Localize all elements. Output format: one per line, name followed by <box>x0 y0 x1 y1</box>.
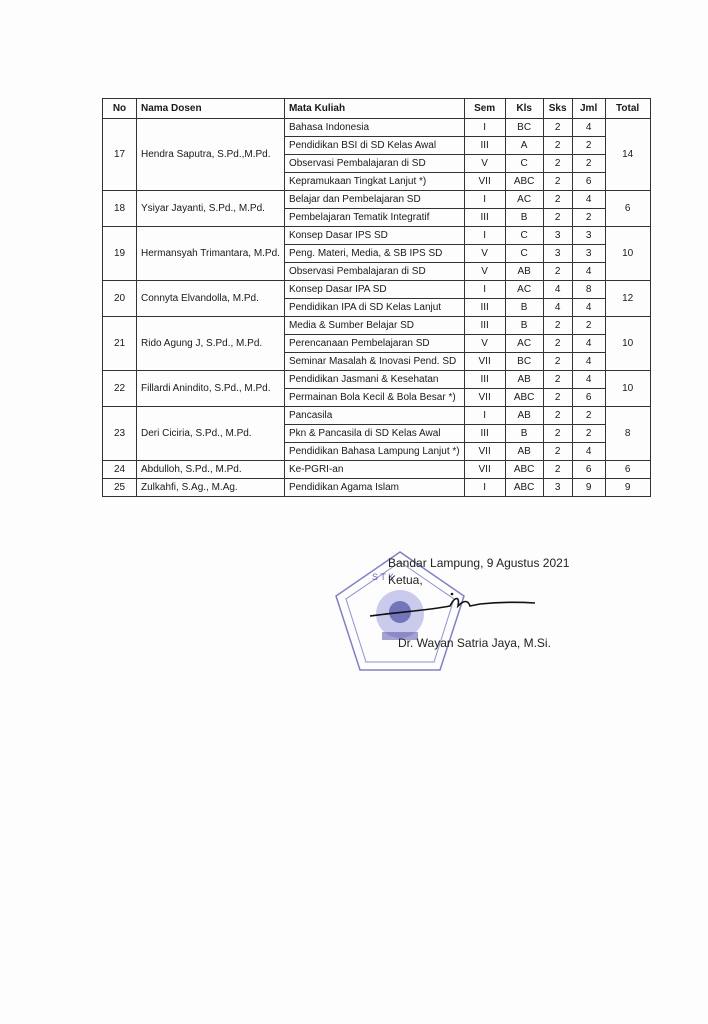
cell-kls: ABC <box>505 389 543 407</box>
cell-mata-kuliah: Permainan Bola Kecil & Bola Besar *) <box>284 389 464 407</box>
cell-mata-kuliah: Ke-PGRI-an <box>284 461 464 479</box>
cell-sks: 4 <box>543 299 572 317</box>
cell-total: 14 <box>605 119 650 191</box>
table-body <box>103 119 651 497</box>
cell-sks: 3 <box>543 227 572 245</box>
cell-sks: 3 <box>543 479 572 497</box>
cell-mata-kuliah: Peng. Materi, Media, & SB IPS SD <box>284 245 464 263</box>
cell-sem: V <box>464 263 505 281</box>
cell-sks: 2 <box>543 173 572 191</box>
table-row <box>103 461 651 479</box>
cell-sks: 2 <box>543 353 572 371</box>
cell-sks: 2 <box>543 155 572 173</box>
table-row <box>103 227 651 245</box>
cell-sem: III <box>464 425 505 443</box>
cell-jml: 8 <box>572 281 605 299</box>
cell-sem: I <box>464 119 505 137</box>
cell-mata-kuliah: Pendidikan Bahasa Lampung Lanjut *) <box>284 443 464 461</box>
cell-jml: 6 <box>572 389 605 407</box>
table-row <box>103 479 651 497</box>
cell-kls: C <box>505 227 543 245</box>
cell-sem: VII <box>464 389 505 407</box>
cell-total: 6 <box>605 461 650 479</box>
cell-no: 18 <box>103 191 137 227</box>
cell-nama-dosen: Fillardi Anindito, S.Pd., M.Pd. <box>137 371 285 407</box>
cell-kls: B <box>505 425 543 443</box>
cell-sks: 2 <box>543 263 572 281</box>
cell-mata-kuliah: Pendidikan IPA di SD Kelas Lanjut <box>284 299 464 317</box>
cell-jml: 3 <box>572 245 605 263</box>
cell-total: 9 <box>605 479 650 497</box>
svg-text:S T K: S T K <box>372 572 395 582</box>
cell-jml: 3 <box>572 227 605 245</box>
header-total: Total <box>605 99 650 119</box>
cell-mata-kuliah: Observasi Pembalajaran di SD <box>284 263 464 281</box>
cell-no: 21 <box>103 317 137 371</box>
cell-mata-kuliah: Konsep Dasar IPS SD <box>284 227 464 245</box>
cell-mata-kuliah: Pendidikan BSI di SD Kelas Awal <box>284 137 464 155</box>
signature-scribble <box>360 590 540 620</box>
header-sem: Sem <box>464 99 505 119</box>
cell-jml: 2 <box>572 155 605 173</box>
cell-sem: I <box>464 479 505 497</box>
cell-mata-kuliah: Kepramukaan Tingkat Lanjut *) <box>284 173 464 191</box>
table-row <box>103 371 651 389</box>
cell-mata-kuliah: Media & Sumber Belajar SD <box>284 317 464 335</box>
cell-mata-kuliah: Observasi Pembalajaran di SD <box>284 155 464 173</box>
cell-jml: 4 <box>572 443 605 461</box>
cell-kls: AB <box>505 371 543 389</box>
cell-total: 10 <box>605 227 650 281</box>
cell-jml: 4 <box>572 371 605 389</box>
cell-jml: 2 <box>572 317 605 335</box>
cell-mata-kuliah: Pkn & Pancasila di SD Kelas Awal <box>284 425 464 443</box>
table-row <box>103 191 651 209</box>
cell-kls: ABC <box>505 461 543 479</box>
cell-nama-dosen: Zulkahfi, S.Ag., M.Ag. <box>137 479 285 497</box>
table-row <box>103 317 651 335</box>
cell-mata-kuliah: Perencanaan Pembelajaran SD <box>284 335 464 353</box>
cell-no: 25 <box>103 479 137 497</box>
cell-jml: 2 <box>572 137 605 155</box>
cell-kls: AC <box>505 281 543 299</box>
cell-jml: 4 <box>572 191 605 209</box>
cell-sem: VII <box>464 443 505 461</box>
cell-nama-dosen: Rido Agung J, S.Pd., M.Pd. <box>137 317 285 371</box>
cell-kls: A <box>505 137 543 155</box>
header-jml: Jml <box>572 99 605 119</box>
cell-sem: VII <box>464 461 505 479</box>
cell-jml: 2 <box>572 209 605 227</box>
cell-no: 24 <box>103 461 137 479</box>
cell-kls: C <box>505 245 543 263</box>
cell-kls: ABC <box>505 173 543 191</box>
cell-jml: 6 <box>572 173 605 191</box>
cell-sks: 2 <box>543 335 572 353</box>
table-row <box>103 119 651 137</box>
cell-kls: B <box>505 299 543 317</box>
cell-sks: 2 <box>543 137 572 155</box>
cell-mata-kuliah: Bahasa Indonesia <box>284 119 464 137</box>
signature-place-date: Bandar Lampung, 9 Agustus 2021 <box>388 556 570 570</box>
cell-sem: III <box>464 209 505 227</box>
cell-mata-kuliah: Belajar dan Pembelajaran SD <box>284 191 464 209</box>
cell-nama-dosen: Connyta Elvandolla, M.Pd. <box>137 281 285 317</box>
cell-nama-dosen: Deri Ciciria, S.Pd., M.Pd. <box>137 407 285 461</box>
table-row <box>103 407 651 425</box>
cell-sem: I <box>464 281 505 299</box>
cell-sem: III <box>464 371 505 389</box>
cell-jml: 6 <box>572 461 605 479</box>
cell-jml: 2 <box>572 407 605 425</box>
cell-jml: 2 <box>572 425 605 443</box>
cell-sks: 2 <box>543 317 572 335</box>
cell-sem: VII <box>464 353 505 371</box>
cell-sem: I <box>464 191 505 209</box>
cell-kls: ABC <box>505 479 543 497</box>
cell-jml: 4 <box>572 263 605 281</box>
cell-sem: III <box>464 137 505 155</box>
cell-sem: V <box>464 245 505 263</box>
header-no: No <box>103 99 137 119</box>
cell-kls: AC <box>505 335 543 353</box>
cell-jml: 4 <box>572 299 605 317</box>
cell-jml: 4 <box>572 353 605 371</box>
cell-mata-kuliah: Pendidikan Agama Islam <box>284 479 464 497</box>
header-sks: Sks <box>543 99 572 119</box>
cell-jml: 4 <box>572 335 605 353</box>
cell-nama-dosen: Abdulloh, S.Pd., M.Pd. <box>137 461 285 479</box>
signatory-name: Dr. Wayan Satria Jaya, M.Si. <box>398 636 551 650</box>
cell-sem: I <box>464 227 505 245</box>
cell-jml: 4 <box>572 119 605 137</box>
table-header-row <box>103 99 651 119</box>
header-kls: Kls <box>505 99 543 119</box>
cell-sks: 4 <box>543 281 572 299</box>
cell-kls: C <box>505 155 543 173</box>
cell-sks: 2 <box>543 209 572 227</box>
cell-sem: V <box>464 335 505 353</box>
cell-total: 10 <box>605 371 650 407</box>
cell-mata-kuliah: Konsep Dasar IPA SD <box>284 281 464 299</box>
cell-total: 8 <box>605 407 650 461</box>
cell-sks: 3 <box>543 245 572 263</box>
cell-kls: AB <box>505 407 543 425</box>
cell-no: 20 <box>103 281 137 317</box>
cell-kls: B <box>505 317 543 335</box>
cell-mata-kuliah: Pendidikan Jasmani & Kesehatan <box>284 371 464 389</box>
cell-kls: B <box>505 209 543 227</box>
cell-kls: AB <box>505 443 543 461</box>
cell-sks: 2 <box>543 443 572 461</box>
cell-jml: 9 <box>572 479 605 497</box>
cell-mata-kuliah: Seminar Masalah & Inovasi Pend. SD <box>284 353 464 371</box>
cell-nama-dosen: Hermansyah Trimantara, M.Pd. <box>137 227 285 281</box>
cell-sem: I <box>464 407 505 425</box>
cell-sks: 2 <box>543 425 572 443</box>
cell-total: 10 <box>605 317 650 371</box>
cell-mata-kuliah: Pancasila <box>284 407 464 425</box>
cell-sem: V <box>464 155 505 173</box>
cell-sks: 2 <box>543 389 572 407</box>
signature-role: Ketua, <box>388 573 423 587</box>
table-row <box>103 281 651 299</box>
cell-kls: BC <box>505 119 543 137</box>
cell-sks: 2 <box>543 191 572 209</box>
cell-mata-kuliah: Pembelajaran Tematik Integratif <box>284 209 464 227</box>
lecturer-schedule-table <box>102 98 651 497</box>
cell-sks: 2 <box>543 461 572 479</box>
cell-kls: BC <box>505 353 543 371</box>
cell-sem: III <box>464 317 505 335</box>
cell-sks: 2 <box>543 407 572 425</box>
cell-sem: III <box>464 299 505 317</box>
cell-nama-dosen: Ysiyar Jayanti, S.Pd., M.Pd. <box>137 191 285 227</box>
cell-no: 23 <box>103 407 137 461</box>
header-mata-kuliah: Mata Kuliah <box>284 99 464 119</box>
cell-total: 12 <box>605 281 650 317</box>
cell-kls: AB <box>505 263 543 281</box>
cell-sem: VII <box>464 173 505 191</box>
cell-kls: AC <box>505 191 543 209</box>
cell-sks: 2 <box>543 371 572 389</box>
cell-sks: 2 <box>543 119 572 137</box>
cell-no: 17 <box>103 119 137 191</box>
header-nama-dosen: Nama Dosen <box>137 99 285 119</box>
cell-total: 6 <box>605 191 650 227</box>
cell-nama-dosen: Hendra Saputra, S.Pd.,M.Pd. <box>137 119 285 191</box>
cell-no: 22 <box>103 371 137 407</box>
cell-no: 19 <box>103 227 137 281</box>
